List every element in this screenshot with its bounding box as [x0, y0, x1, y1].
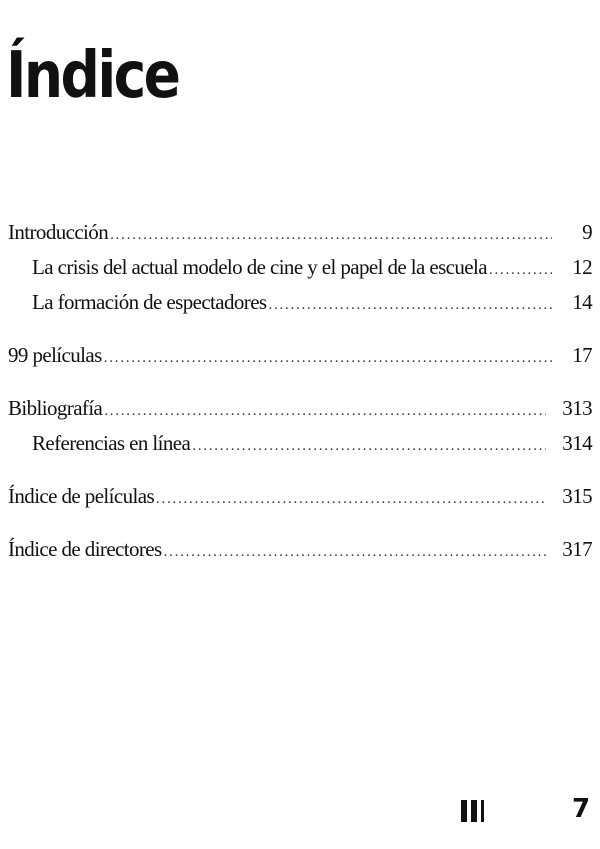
toc-entry-label: Índice de películas: [8, 484, 155, 508]
toc-entry-page: 314: [562, 431, 592, 455]
toc-entry-page: 317: [562, 537, 592, 561]
toc-entry-label: Bibliografía: [8, 396, 103, 420]
toc-entry-bibliografia[interactable]: [8, 396, 596, 431]
toc-dot-leader: [110, 227, 552, 244]
toc-entry-crisis-modelo-cine[interactable]: [8, 255, 596, 290]
toc-entry-page: 14: [572, 290, 592, 314]
toc-entry-introduccion[interactable]: [8, 220, 596, 255]
toc-entry-page: 12: [572, 255, 592, 279]
toc-entry-label: Introducción: [8, 220, 109, 244]
page-title: Índice: [6, 39, 179, 113]
table-of-contents: [8, 220, 596, 572]
section-bars-icon: [461, 800, 484, 822]
toc-dot-leader: [104, 350, 552, 367]
toc-entry-page: 17: [572, 343, 592, 367]
toc-entry-99-peliculas[interactable]: [8, 343, 596, 378]
toc-dot-leader: [156, 491, 546, 508]
toc-entry-page: 313: [562, 396, 592, 420]
toc-dot-leader: [104, 403, 546, 420]
toc-entry-referencias-en-linea[interactable]: [8, 431, 596, 466]
toc-entry-indice-peliculas[interactable]: [8, 484, 596, 519]
toc-entry-label: Referencias en línea: [32, 431, 191, 455]
toc-entry-page: 315: [562, 484, 592, 508]
toc-dot-leader: [489, 262, 552, 279]
toc-entry-label: Índice de directores: [8, 537, 162, 561]
toc-entry-label: La formación de espectadores: [32, 290, 267, 314]
page-number: 7: [572, 794, 591, 824]
toc-entry-indice-directores[interactable]: [8, 537, 596, 572]
toc-dot-leader: [164, 544, 547, 561]
toc-entry-label: La crisis del actual modelo de cine y el papel de la escuela: [32, 255, 487, 279]
toc-entry-page: 9: [582, 220, 592, 244]
toc-dot-leader: [269, 297, 553, 314]
toc-entry-label: 99 películas: [8, 343, 102, 367]
toc-entry-formacion-espectadores[interactable]: [8, 290, 596, 325]
toc-dot-leader: [192, 438, 546, 455]
